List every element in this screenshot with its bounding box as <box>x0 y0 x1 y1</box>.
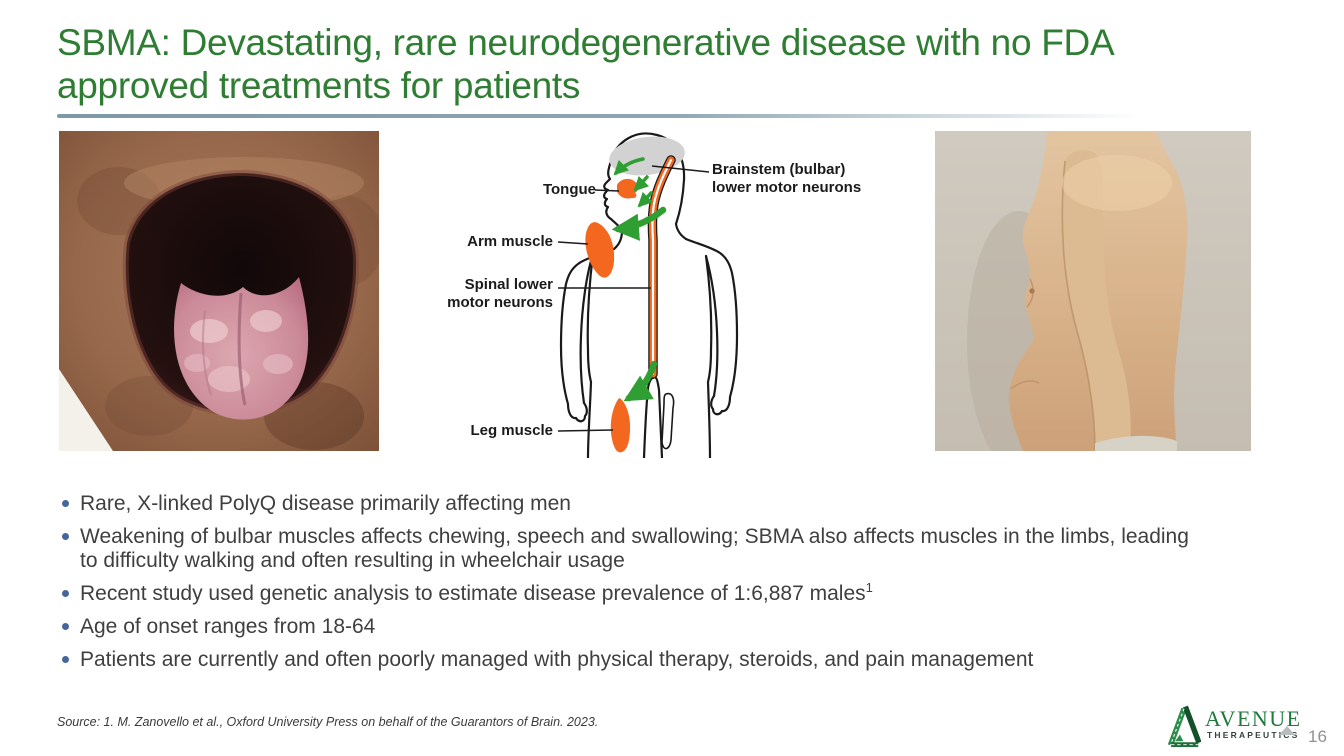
title-line-2: approved treatments for patients <box>57 65 581 106</box>
label-spinal-line2: motor neurons <box>447 294 553 311</box>
bullet-item-5 <box>57 648 1197 672</box>
tongue-atrophy-art <box>59 131 379 451</box>
label-brainstem <box>712 161 861 197</box>
tongue-atrophy-photo <box>59 131 379 451</box>
title-line-1: SBMA: Devastating, rare neurodegenerative disease with no FDA <box>57 22 1115 63</box>
bullet-item-2 <box>57 525 1197 573</box>
spinal-cord <box>652 160 671 374</box>
avenue-therapeutics-logo <box>1167 702 1317 752</box>
label-spinal-line1: Spinal lower <box>464 276 553 293</box>
source-citation: Source: 1. M. Zanovello et al., Oxford University Press on behalf of the Guarantors of Brain. 2023. <box>57 715 599 729</box>
torso-profile-art <box>935 131 1251 451</box>
torso-profile-photo <box>935 131 1251 451</box>
bullet-dot <box>62 656 69 663</box>
page-number: 16 <box>1308 727 1327 746</box>
logo-gray-triangle <box>1279 726 1295 735</box>
logo-sub-text: THERAPEUTICS <box>1207 730 1300 740</box>
logo-brand-text: AVENUE <box>1205 706 1302 731</box>
bullet-dot <box>62 623 69 630</box>
label-brainstem-line1: Brainstem (bulbar) <box>712 161 846 178</box>
label-leg-muscle: Leg muscle <box>470 422 553 439</box>
page-title <box>57 21 1114 107</box>
bullet-list <box>57 492 1197 681</box>
label-tongue: Tongue <box>542 181 596 198</box>
leg-muscle-shape <box>611 398 630 452</box>
label-spinal-neurons <box>447 276 553 312</box>
bullet-text: Patients are currently and often poorly managed with physical therapy, steroids, and pain management <box>80 648 1034 671</box>
title-underline-rule <box>57 114 1163 118</box>
bullet-item-3 <box>57 582 1197 606</box>
bullet-item-1 <box>57 492 1197 516</box>
label-brainstem-line2: lower motor neurons <box>712 179 862 196</box>
label-arm-muscle: Arm muscle <box>467 233 553 250</box>
bullet-dot <box>62 500 69 507</box>
bullet-dot <box>62 533 69 540</box>
logo-triangle-icon <box>1167 703 1201 751</box>
bullet-text: Recent study used genetic analysis to estimate disease prevalence of 1:6,887 males$^1$ <box>80 580 873 605</box>
bullet-item-4 <box>57 615 1197 639</box>
bullet-dot <box>62 590 69 597</box>
bullet-text: Age of onset ranges from 18-64 <box>80 615 376 638</box>
bullet-text: Weakening of bulbar muscles affects chewing, speech and swallowing; SBMA also affects muscles in the limbs, leading to difficulty walking and often resulting in wheelchair usage <box>80 525 1189 572</box>
bullet-text: Rare, X-linked PolyQ disease primarily affecting men <box>80 492 571 515</box>
